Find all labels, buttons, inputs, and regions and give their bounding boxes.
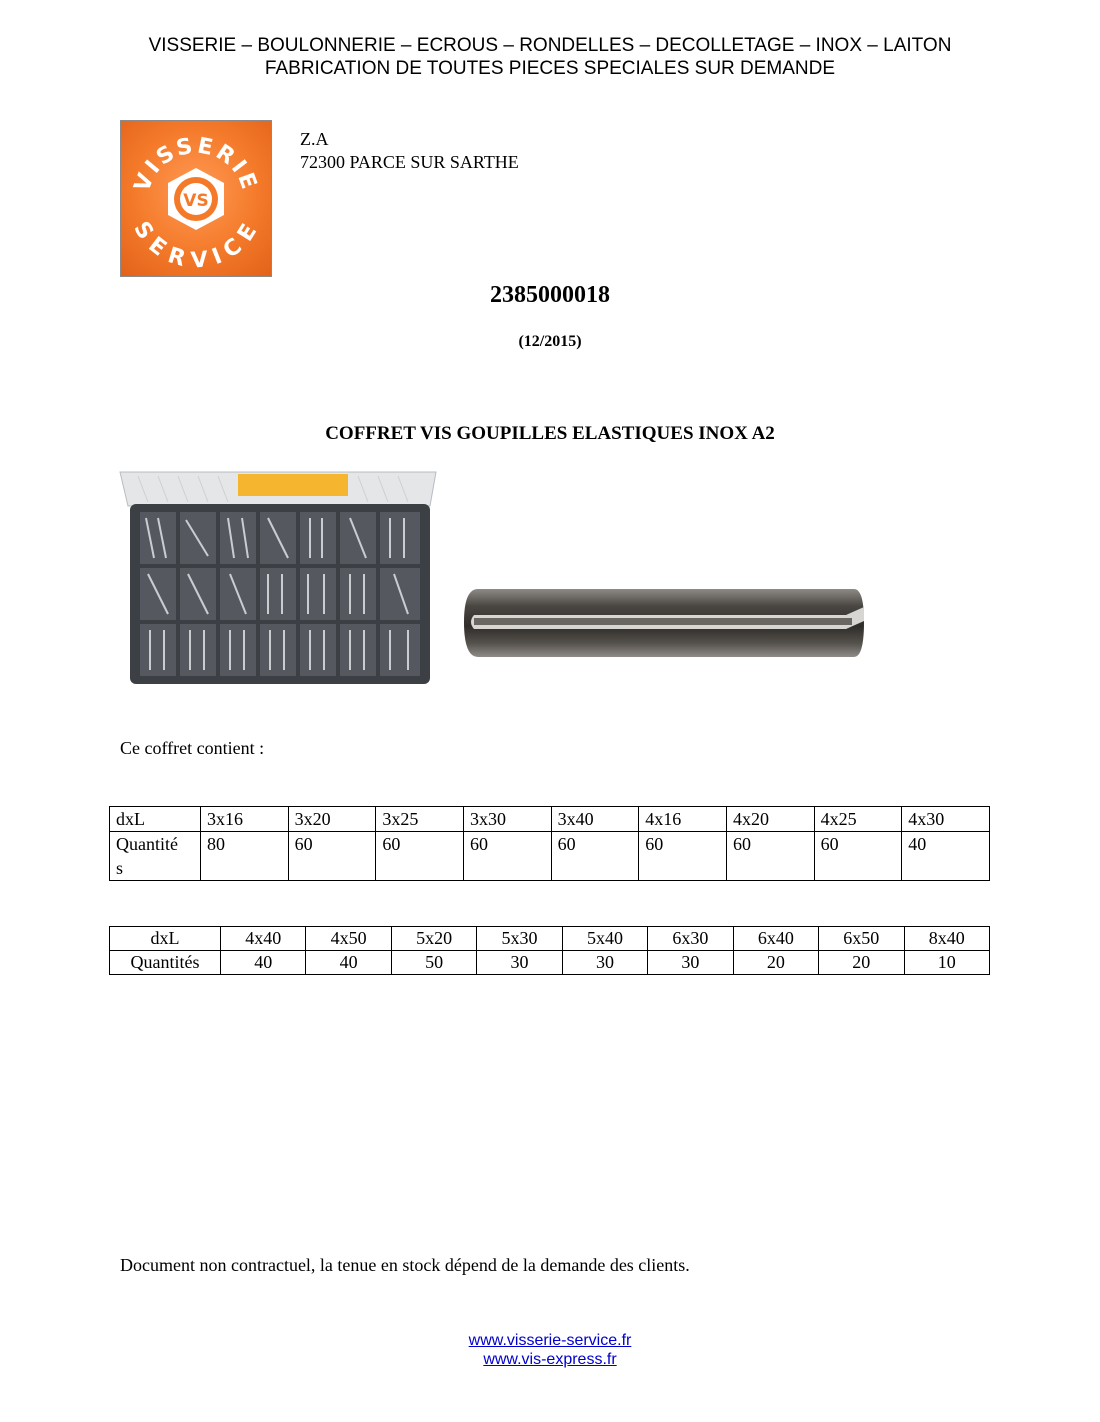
table-cell: 4x30 xyxy=(902,807,990,832)
table-cell: 50 xyxy=(391,951,476,975)
table-cell: 5x30 xyxy=(477,927,562,951)
table-cell: Quantités xyxy=(110,951,221,975)
table-cell: 3x16 xyxy=(201,807,289,832)
table-cell: 4x20 xyxy=(726,807,814,832)
reference-date: (12/2015) xyxy=(518,333,582,350)
table-row-quantities xyxy=(110,832,990,881)
header-line-1: VISSERIE – BOULONNERIE – ECROUS – RONDELLES – DECOLLETAGE – INOX – LAITON xyxy=(148,35,952,56)
table-cell: 5x20 xyxy=(391,927,476,951)
qty-label-a: Quantité xyxy=(116,834,178,854)
table-cell: 60 xyxy=(463,832,551,881)
table-row-quantities xyxy=(110,951,990,975)
table-cell: 3x25 xyxy=(376,807,464,832)
table-cell: 40 xyxy=(221,951,306,975)
table-cell: 60 xyxy=(376,832,464,881)
table-cell: 6x40 xyxy=(733,927,818,951)
table-cell: dxL xyxy=(110,927,221,951)
table-cell: dxL xyxy=(110,807,201,832)
table-cell: 4x25 xyxy=(814,807,902,832)
quantities-table-2 xyxy=(109,926,990,975)
table-cell: 3x30 xyxy=(463,807,551,832)
table-cell: 60 xyxy=(726,832,814,881)
reference-number: 2385000018 xyxy=(490,282,610,308)
table-cell: 6x30 xyxy=(648,927,733,951)
table-cell: 60 xyxy=(551,832,639,881)
table-cell: 8x40 xyxy=(904,927,990,951)
logo-monogram: VS xyxy=(183,191,209,211)
table-cell xyxy=(110,832,201,881)
header-line-2: FABRICATION DE TOUTES PIECES SPECIALES SUR DEMANDE xyxy=(264,58,836,79)
table-cell: 10 xyxy=(904,951,990,975)
table-cell: 4x40 xyxy=(221,927,306,951)
logo-bottom-text: SERVICE xyxy=(128,217,264,274)
table-cell: 30 xyxy=(477,951,562,975)
table-cell: 60 xyxy=(639,832,727,881)
assortment-box-image xyxy=(118,468,440,690)
table-row-sizes xyxy=(110,807,990,832)
table-cell: 3x40 xyxy=(551,807,639,832)
website-link-vis-express[interactable]: www.vis-express.fr xyxy=(483,1351,617,1368)
table-cell: 30 xyxy=(648,951,733,975)
table-cell: 60 xyxy=(814,832,902,881)
address-line-2: 72300 PARCE SUR SARTHE xyxy=(300,152,519,172)
table-cell: 20 xyxy=(733,951,818,975)
table-cell: 40 xyxy=(902,832,990,881)
table-cell: 5x40 xyxy=(562,927,647,951)
quantities-table-1 xyxy=(109,806,990,881)
disclaimer-text: Document non contractuel, la tenue en stock dépend de la demande des clients. xyxy=(120,1255,690,1275)
table-cell: 6x50 xyxy=(819,927,904,951)
table-cell: 80 xyxy=(201,832,289,881)
table-row-sizes xyxy=(110,927,990,951)
table-cell: 40 xyxy=(306,951,391,975)
qty-label-b: s xyxy=(116,858,124,878)
table-cell: 20 xyxy=(819,951,904,975)
table-cell: 60 xyxy=(288,832,376,881)
table-cell: 3x20 xyxy=(288,807,376,832)
product-title: COFFRET VIS GOUPILLES ELASTIQUES INOX A2 xyxy=(325,423,775,444)
table-cell: 4x16 xyxy=(639,807,727,832)
website-link-visserie-service[interactable]: www.visserie-service.fr xyxy=(468,1332,632,1349)
address-line-1: Z.A xyxy=(300,129,329,149)
intro-text: Ce coffret contient : xyxy=(120,738,265,758)
spring-pin-image xyxy=(460,585,870,660)
table-cell: 30 xyxy=(562,951,647,975)
company-logo xyxy=(120,120,272,277)
logo-top-text: VISSERIE xyxy=(129,133,263,196)
table-cell: 4x50 xyxy=(306,927,391,951)
